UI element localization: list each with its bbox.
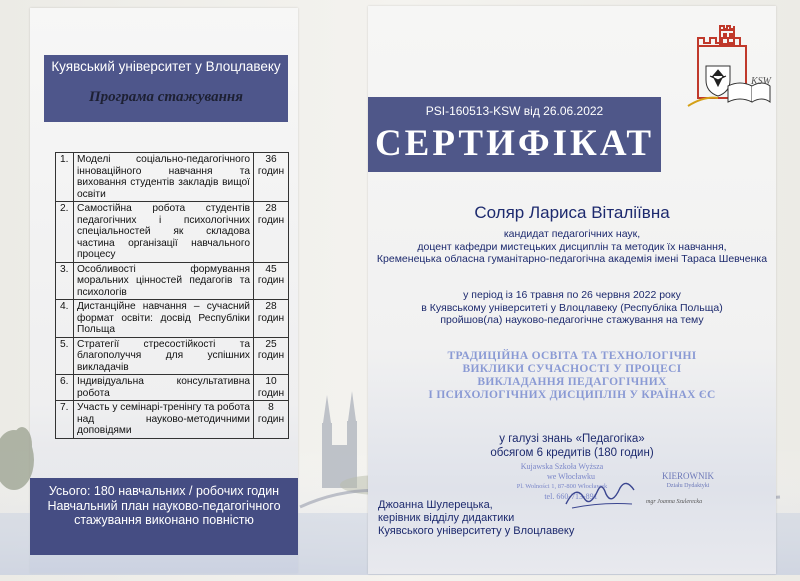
table-row — [56, 300, 289, 338]
credits-line: обсягом 6 кредитів (180 годин) — [490, 446, 654, 459]
summary-line: стажування виконано повністю — [74, 513, 254, 527]
period-line: пройшов(ла) науково-педагогічне стажування на тему — [440, 314, 704, 326]
topic-line: ВИКЛИКИ СУЧАСНОСТІ У ПРОЦЕСІ — [462, 363, 682, 375]
signatory-line: Куявського університету у Влоцлавеку — [378, 525, 575, 537]
item-topic: Самостійна робота студентів педагогічних і психологічних спеціальностей як складова частина організації навчального процесу — [74, 202, 254, 263]
internship-topic — [368, 350, 776, 402]
stamp-line: Pl. Wolności 1, 87-800 Włocławek — [516, 483, 608, 490]
knowledge-field — [368, 433, 776, 460]
item-topic: Дистанційне навчання – сучасний формат освіти: досвід Республіки Польща — [74, 300, 254, 338]
item-hours: 8 годин — [254, 401, 289, 439]
item-hours: 28 годин — [254, 300, 289, 338]
recipient-detail-line: кандидат педагогічних наук, — [503, 228, 641, 240]
item-topic: Індивідуальна консультативна робота — [74, 375, 254, 401]
table-row — [56, 153, 289, 202]
signatory-line: Джоанна Шулерецька, — [378, 499, 493, 511]
stamp-line: Kujawska Szkoła Wyższa — [520, 462, 604, 471]
table-row — [56, 262, 289, 300]
signatory-line: керівник відділу дидактики — [378, 512, 515, 524]
stamp-line: tel. 660-713-891 — [544, 492, 598, 501]
item-number: 3. — [56, 262, 74, 300]
item-hours: 10 годин — [254, 375, 289, 401]
item-hours: 25 годин — [254, 337, 289, 375]
topic-line: І ПСИХОЛОГІЧНИХ ДИСЦИПЛІН У КРАЇНАХ ЄС — [428, 389, 716, 401]
certificate-title: СЕРТИФІКАТ — [374, 123, 655, 164]
recipient-detail-line: доцент кафедри мистецьких дисциплін та методик їх навчання, — [417, 240, 727, 253]
program-summary — [30, 484, 298, 528]
logo-letters: KSW — [751, 76, 771, 87]
stamp-line: KIEROWNIK — [662, 471, 714, 481]
item-topic: Участь у семінарі-тренінгу та робота над науково-методичними доповідями — [74, 401, 254, 439]
item-hours: 28 годин — [254, 202, 289, 263]
item-topic: Моделі соціально-педагогічного інноваційного навчання та виховання студентів закладів вищої освіти — [74, 153, 254, 202]
topic-line: ТРАДИЦІЙНА ОСВІТА ТА ТЕХНОЛОГІЧНІ — [447, 350, 697, 362]
item-number: 5. — [56, 337, 74, 375]
item-hours: 45 годин — [254, 262, 289, 300]
item-number: 2. — [56, 202, 74, 263]
table-row — [56, 202, 289, 263]
summary-line: Навчальний план науково-педагогічного — [47, 498, 281, 513]
stamp-line: we Włocławku — [546, 472, 596, 481]
summary-line: Усього: 180 навчальних / робочих годин — [48, 484, 280, 498]
item-hours: 36 годин — [254, 153, 289, 202]
item-number: 1. — [56, 153, 74, 202]
stamp-line: Działu Dydaktyki — [666, 483, 710, 489]
program-title: Програма стажування — [89, 89, 243, 105]
item-topic: Особливості формування моральних цінностей педагогів та психологів — [74, 262, 254, 300]
signature-caption: mgr Joanna Szulerecka — [646, 499, 703, 505]
period-line: у період із 16 травня по 26 червня 2022 року — [463, 289, 681, 301]
university-name: Куявський університет у Влоцлавеку — [51, 59, 281, 74]
internship-period — [368, 289, 776, 327]
item-topic: Стратегії стресостійкості та благополуччя для успішних викладачів — [74, 337, 254, 375]
certificate-number: PSI-160513-KSW від 26.06.2022 — [425, 104, 604, 118]
table-row — [56, 337, 289, 375]
field-line: у галузі знань «Педагогіка» — [499, 433, 645, 445]
recipient-name: Соляр Лариса Віталіївна — [474, 203, 670, 222]
period-line: в Куявському університеті у Влоцлавеку (Республіка Польща) — [421, 301, 723, 314]
university-logo-icon — [684, 24, 772, 112]
item-number: 6. — [56, 375, 74, 401]
topic-line: ВИКЛАДАННЯ ПЕДАГОГІЧНИХ — [477, 376, 667, 388]
recipient-details — [368, 228, 776, 266]
head-stamp — [643, 471, 733, 491]
item-number: 7. — [56, 401, 74, 439]
recipient-detail-line: Кременецька обласна гуманітарно-педагогічна академія імені Тараса Шевченка — [376, 253, 768, 265]
signatory — [378, 499, 678, 538]
item-number: 4. — [56, 300, 74, 338]
